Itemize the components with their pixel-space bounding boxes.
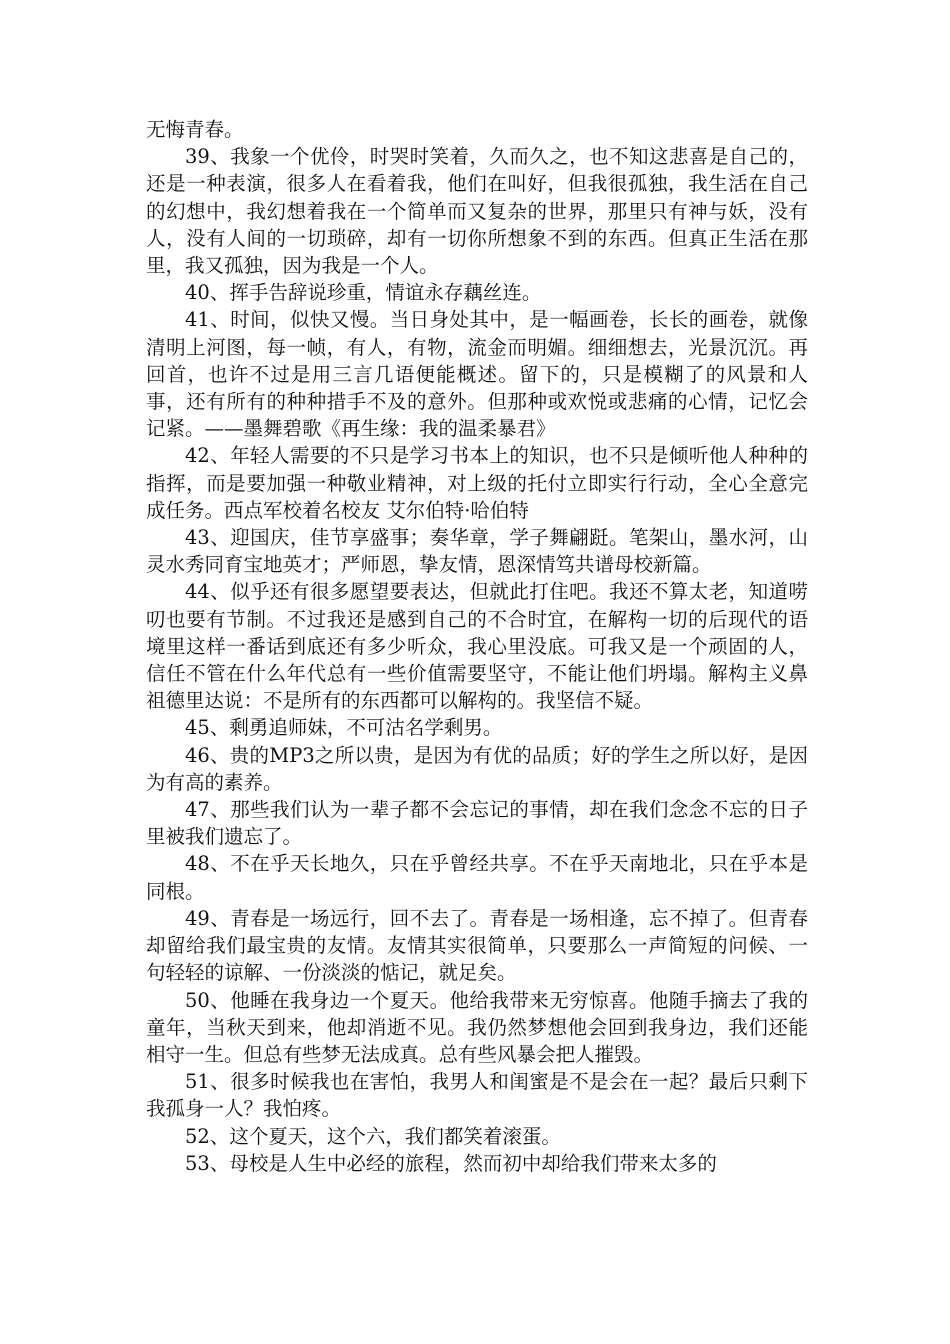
paragraph-42: 42、年轻人需要的不只是学习书本上的知识，也不只是倾听他人种种的指挥，而是要加强一种敬业精神，对上级的托付立即实行行动，全心全意完成任务。西点军校着名校友 艾尔伯特·哈伯特 (146, 444, 808, 522)
paragraph-45: 45、剩勇追师妹，不可沽名学剩男。 (185, 716, 503, 740)
paragraph-39: 39、我象一个优伶，时哭时笑着，久而久之，也不知这悲喜是自己的，还是一种表演，很多人在看着我，他们在叫好，但我很孤独，我生活在自己的幻想中，我幻想着我在一个简单而又复杂的世界，那里只有神与妖，没有人，没有人间的一切琐碎，却有一切你所想象不到的东西。但真正生活在那里，我又孤独，因为我是一个人。 (146, 145, 808, 278)
paragraph-52: 52、这个夏天，这个六，我们都笑着滚蛋。 (185, 1124, 561, 1148)
paragraph-51: 51、很多时候我也在害怕，我男人和闺蜜是不是会在一起？最后只剩下我孤身一人？我怕疼。 (146, 1070, 808, 1121)
paragraph-50: 50、他睡在我身边一个夏天。他给我带来无穷惊喜。他随手摘去了我的童年，当秋天到来，他却消逝不见。我仍然梦想他会回到我身边，我们还能相守一生。但总有些梦无法成真。总有些风暴会把人摧毁。 (146, 988, 808, 1066)
paragraph-41: 41、时间，似快又慢。当日身处其中，是一幅画卷，长长的画卷，就像清明上河图，每一帧，有人，有物，流金而明媚。细细想去，光景沉沉。再回首，也许不过是用三言几语便能概述。留下的，只是模糊了的风景和人事，还有所有的种种措手不及的意外。但那种或欢悦或悲痛的心情，记忆会记紧。——墨舞碧歌《再生缘：我的温柔暴君》 (146, 308, 808, 441)
paragraph-continued: 无悔青春。 (146, 118, 244, 141)
paragraph-53: 53、母校是人生中必经的旅程，然而初中却给我们带来太多的 (185, 1151, 717, 1175)
paragraph-40: 40、挥手告辞说珍重，情谊永存藕丝连。 (185, 281, 542, 305)
document-body (146, 116, 808, 1177)
paragraph-43: 43、迎国庆，佳节享盛事；奏华章，学子舞翩跹。笔架山，墨水河，山灵水秀同育宝地英才；严师恩，挚友情，恩深情笃共谱母校新篇。 (146, 526, 808, 577)
paragraph-49: 49、青春是一场远行，回不去了。青春是一场相逢，忘不掉了。但青春却留给我们最宝贵的友情。友情其实很简单，只要那么一声简短的问候、一句轻轻的谅解、一份淡淡的惦记，就足矣。 (146, 906, 808, 985)
paragraph-48: 48、不在乎天长地久，只在乎曾经共享。不在乎天南地北，只在乎本是同根。 (146, 852, 808, 903)
paragraph-47: 47、那些我们认为一辈子都不会忘记的事情，却在我们念念不忘的日子里被我们遗忘了。 (146, 798, 808, 849)
paragraph-44: 44、似乎还有很多愿望要表达，但就此打住吧。我还不算太老，知道唠叨也要有节制。不过我还是感到自己的不合时宜，在解构一切的后现代的语境里这样一番话到底还有多少听众，我心里没底。可我又是一个顽固的人，信任不管在什么年代总有一些价值需要坚守，不能让他们坍塌。解构主义鼻祖德里达说：不是所有的东西都可以解构的。我坚信不疑。 (146, 580, 808, 713)
paragraph-46: 46、贵的MP3之所以贵，是因为有优的品质；好的学生之所以好，是因为有高的素养。 (146, 743, 808, 794)
